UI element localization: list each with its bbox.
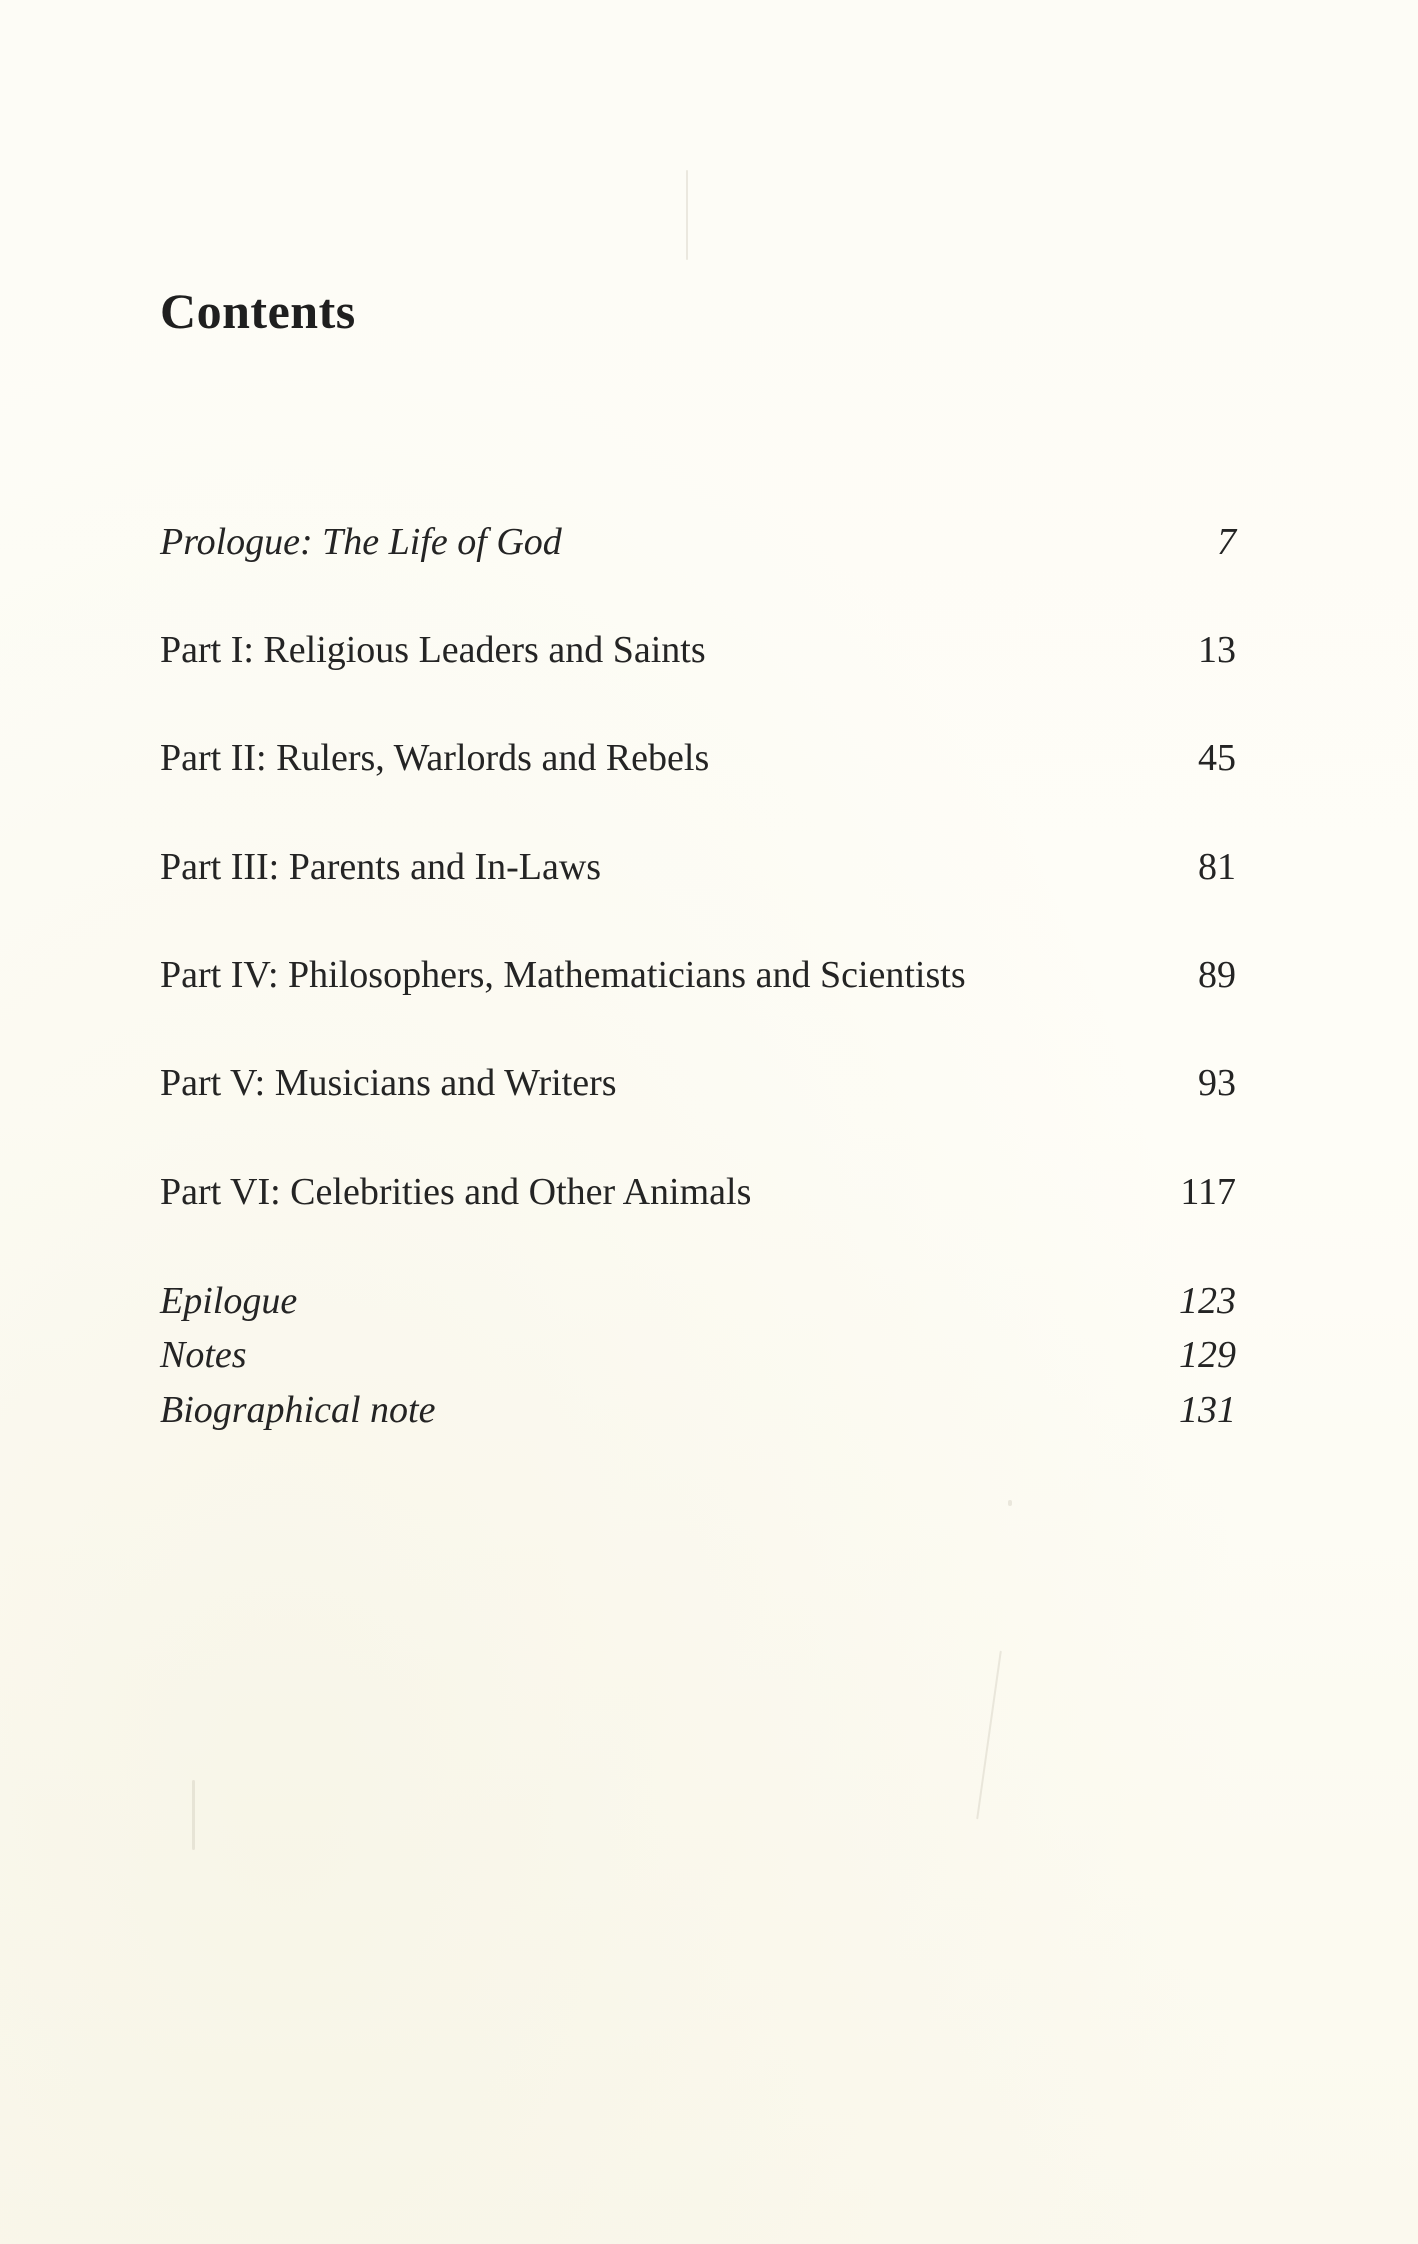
toc-entry-part-1 bbox=[160, 625, 1236, 675]
toc-entry-part-4 bbox=[160, 950, 1236, 1000]
scan-mark bbox=[1008, 1500, 1012, 1506]
toc-entry-page: 123 bbox=[1179, 1280, 1236, 1322]
toc-entry-biographical-note bbox=[160, 1385, 1236, 1435]
toc-entry-title: Prologue: The Life of God bbox=[160, 521, 562, 563]
toc-entry-part-3 bbox=[160, 842, 1236, 892]
toc-entry-page: 45 bbox=[1198, 737, 1236, 779]
toc-entry-page: 7 bbox=[1217, 521, 1236, 563]
toc-entry-page: 131 bbox=[1179, 1389, 1236, 1431]
toc-entry-title: Part IV: Philosophers, Mathematicians and Scientists bbox=[160, 954, 966, 996]
toc-entry-title: Biographical note bbox=[160, 1389, 436, 1431]
toc-entry-title: Part I: Religious Leaders and Saints bbox=[160, 629, 706, 671]
toc-entry-title: Part VI: Celebrities and Other Animals bbox=[160, 1171, 752, 1213]
toc-entry-title: Notes bbox=[160, 1334, 247, 1376]
toc-entry-page: 81 bbox=[1198, 846, 1236, 888]
contents-heading: Contents bbox=[160, 283, 356, 339]
scan-mark bbox=[192, 1780, 195, 1850]
toc-entry-title: Epilogue bbox=[160, 1280, 298, 1322]
toc-entry-page: 93 bbox=[1198, 1062, 1236, 1104]
scan-mark bbox=[686, 170, 688, 260]
toc-entry-part-6 bbox=[160, 1167, 1236, 1217]
toc-entry-notes bbox=[160, 1330, 1236, 1380]
toc-entry-part-5 bbox=[160, 1058, 1236, 1108]
toc-entry-page: 117 bbox=[1180, 1171, 1236, 1213]
toc-entry-page: 129 bbox=[1179, 1334, 1236, 1376]
toc-entry-title: Part II: Rulers, Warlords and Rebels bbox=[160, 737, 710, 779]
toc-entry-epilogue bbox=[160, 1276, 1236, 1326]
toc-entry-page: 89 bbox=[1198, 954, 1236, 996]
toc-entry-title: Part III: Parents and In-Laws bbox=[160, 846, 602, 888]
scan-mark bbox=[976, 1651, 1002, 1820]
toc-entry-prologue bbox=[160, 517, 1236, 567]
toc-entry-part-2 bbox=[160, 733, 1236, 783]
toc-entry-page: 13 bbox=[1198, 629, 1236, 671]
toc-entry-title: Part V: Musicians and Writers bbox=[160, 1062, 617, 1104]
